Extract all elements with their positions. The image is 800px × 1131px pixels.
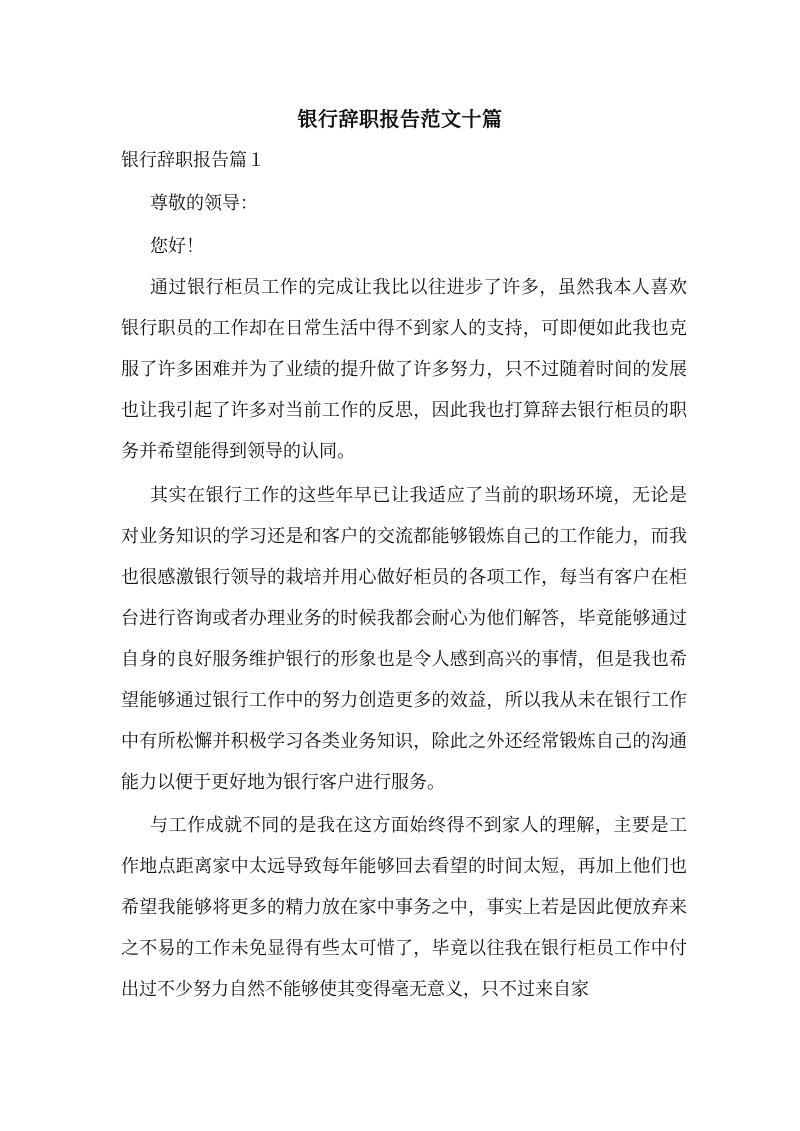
greeting-line: 您好！ bbox=[150, 236, 204, 257]
salutation-line: 尊敬的领导： bbox=[150, 193, 258, 214]
body-paragraph: 通过银行柜员工作的完成让我比以往进步了许多，虽然我本人喜欢银行职员的工作却在日常生活中得不到家人的支持，可即便如此我也克服了许多困难并为了业绩的提升做了许多努力，只不过随着时间的发展也让我引起了许多对当前工作的反思，因此我也打算辞去银行柜员的职务并希望能得到领导的认同。 bbox=[121, 277, 687, 462]
body-paragraph: 与工作成就不同的是我在这方面始终得不到家人的理解，主要是工作地点距离家中太远导致每年能够回去看望的时间太短，再加上他们也希望我能够将更多的精力放在家中事务之中，事实上若是因此便放弃来之不易的工作未免显得有些太可惜了，毕竟以往我在银行柜员工作中付出过不少努力自然不能够使其变得毫无意义，只不过来自家 bbox=[121, 815, 687, 1000]
document-title: 银行辞职报告范文十篇 bbox=[297, 107, 503, 131]
section-heading: 银行辞职报告篇１ bbox=[121, 150, 265, 171]
body-paragraph: 其实在银行工作的这些年早已让我适应了当前的职场环境，无论是对业务知识的学习还是和客户的交流都能够锻炼自己的工作能力，而我也很感激银行领导的栽培并用心做好柜员的各项工作，每当有客户在柜台进行咨询或者办理业务的时候我都会耐心为他们解答，毕竟能够通过自身的良好服务维护银行的形象也是令人感到高兴的事情，但是我也希望能够通过银行工作中的努力创造更多的效益，所以我从未在银行工作中有所松懈并积极学习各类业务知识，除此之外还经常锻炼自己的沟通能力以便于更好地为银行客户进行服务。 bbox=[121, 485, 687, 793]
